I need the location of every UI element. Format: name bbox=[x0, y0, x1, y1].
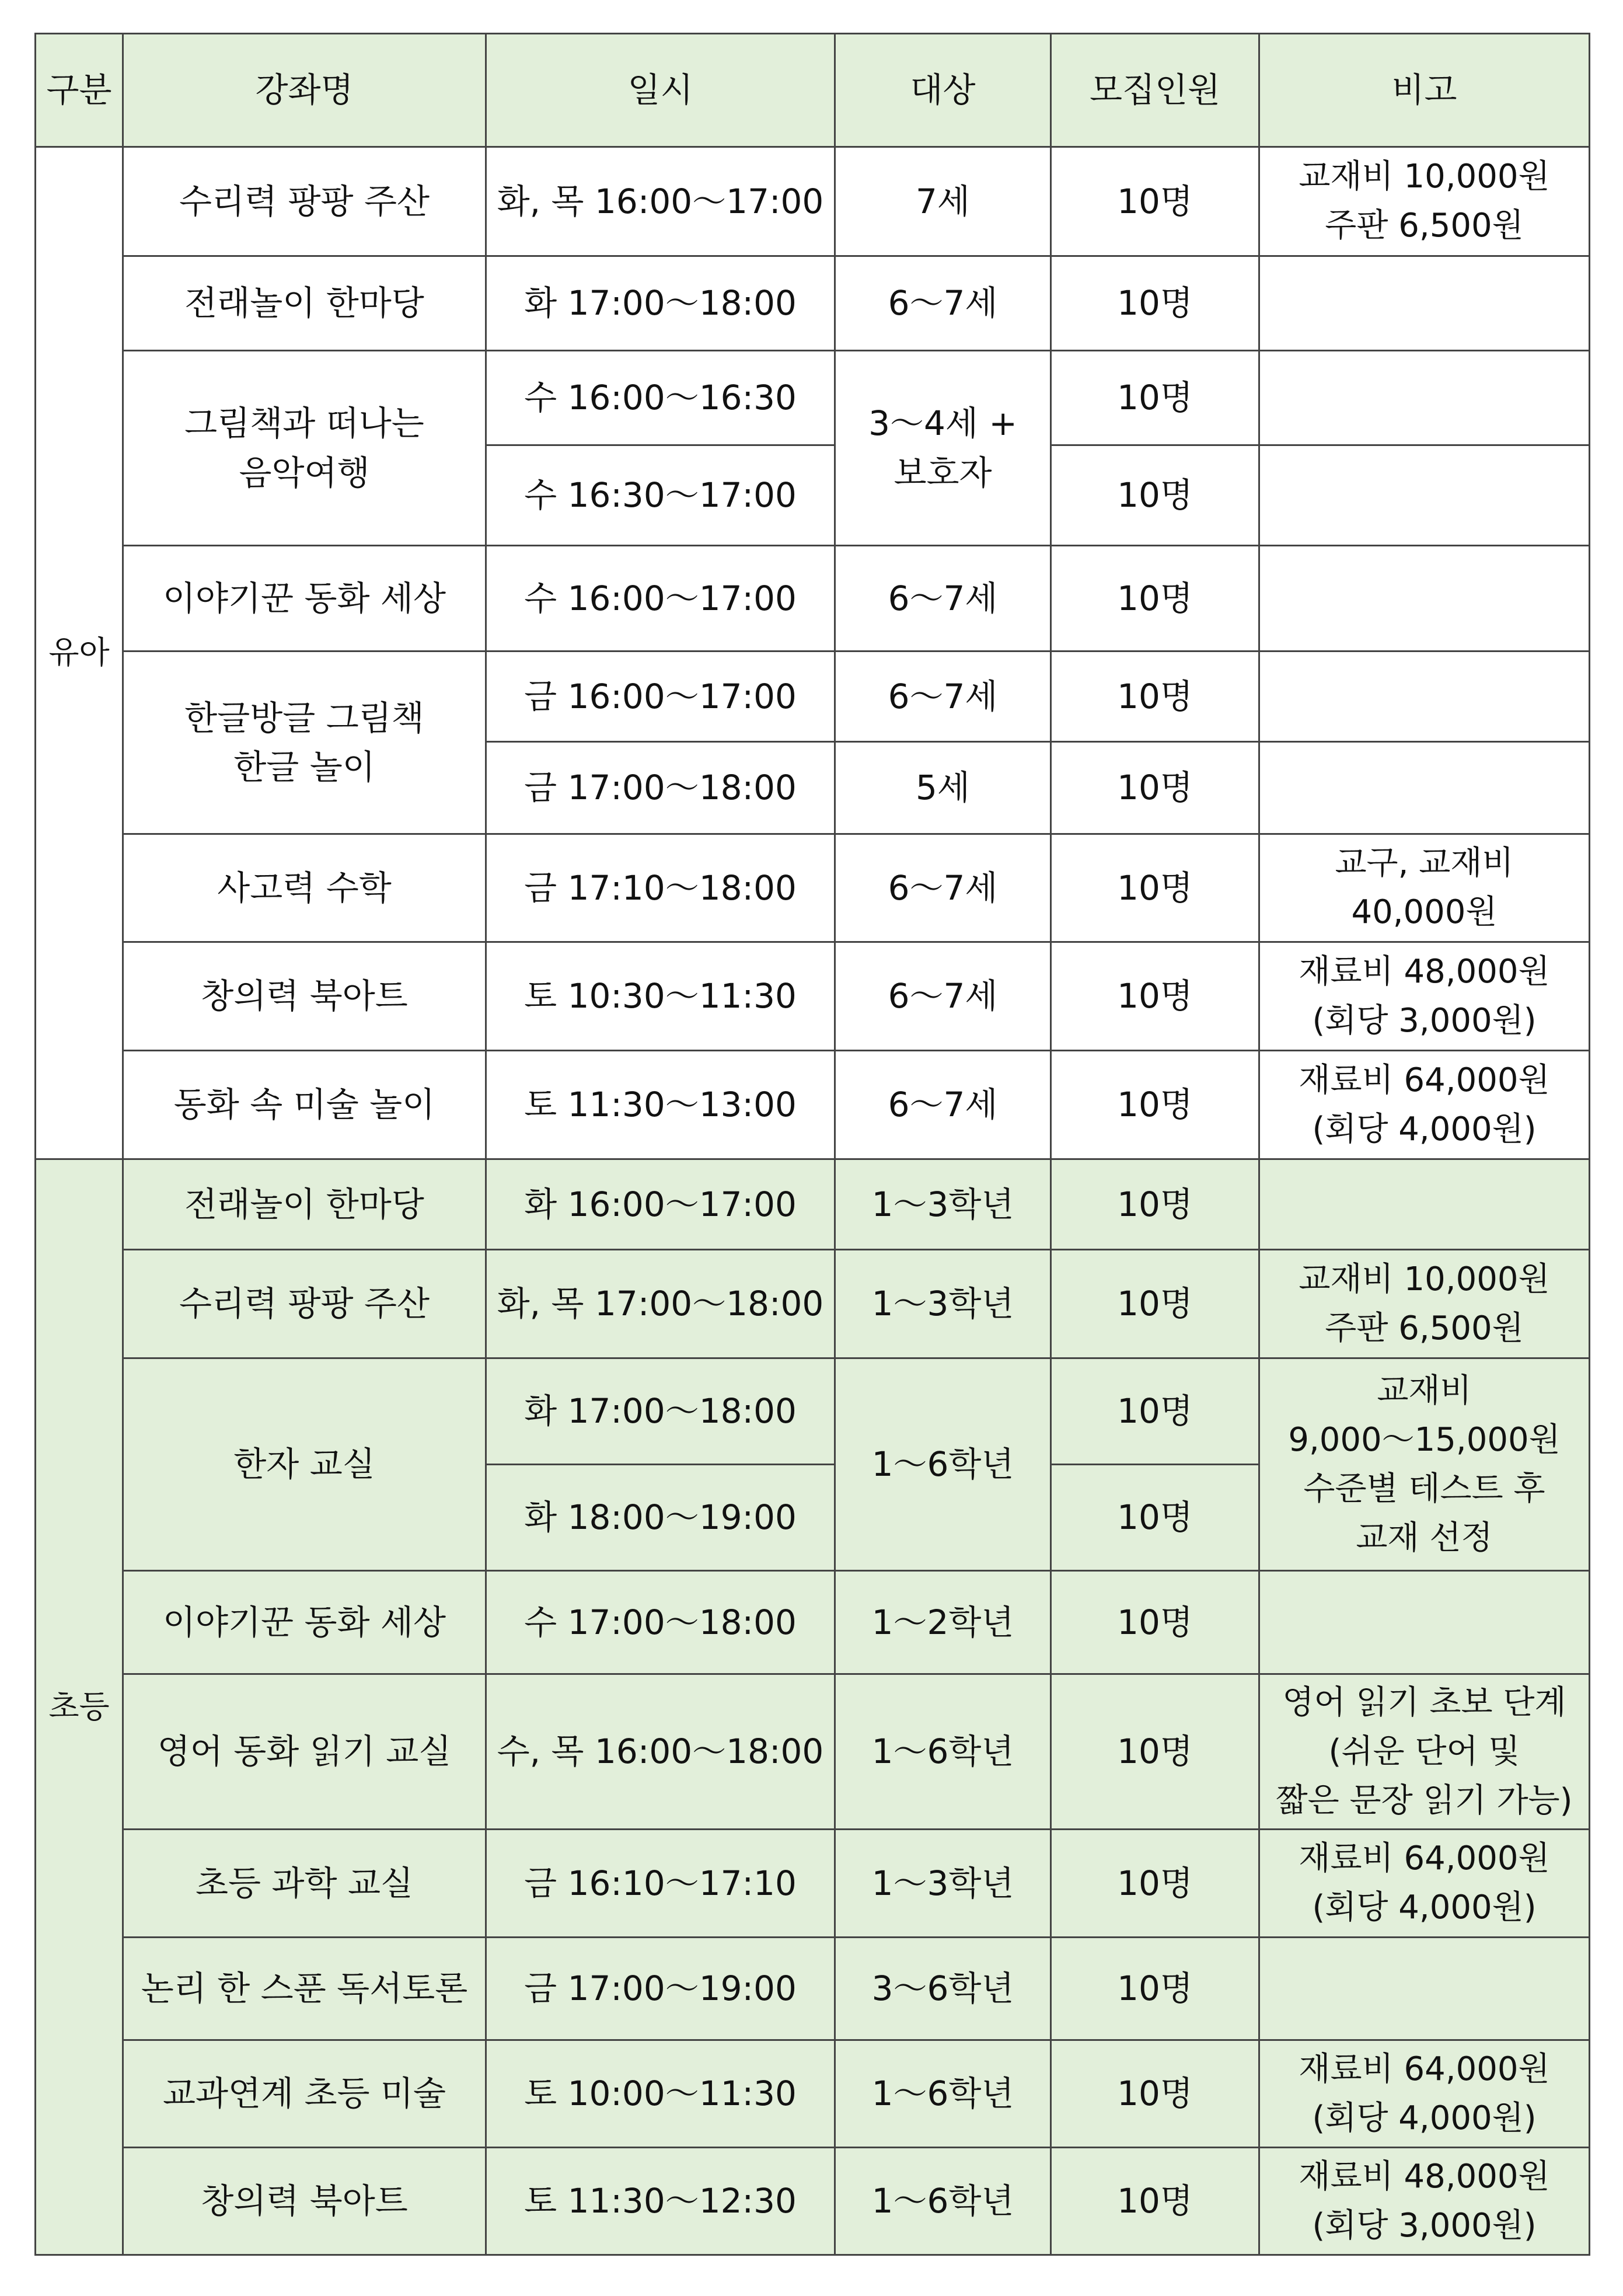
note-line: 재료비 64,000원 bbox=[1299, 1839, 1550, 1877]
course-name bbox=[123, 1674, 486, 1830]
note bbox=[1259, 546, 1590, 651]
schedule bbox=[486, 1159, 835, 1250]
target bbox=[835, 1051, 1051, 1159]
course-name bbox=[123, 546, 486, 651]
note bbox=[1259, 1571, 1590, 1674]
schedule-line: 토 11:30～12:30 bbox=[524, 2181, 797, 2221]
course-name bbox=[123, 351, 486, 546]
header-category: 구분 bbox=[36, 34, 123, 147]
course-name-line: 초등 과학 교실 bbox=[195, 1863, 414, 1903]
target bbox=[835, 1250, 1051, 1358]
schedule bbox=[486, 546, 835, 651]
schedule-line: 금 17:00～19:00 bbox=[524, 1969, 797, 2009]
capacity-line: 10명 bbox=[1117, 1731, 1193, 1772]
capacity bbox=[1051, 1830, 1259, 1938]
schedule bbox=[486, 1938, 835, 2040]
note-line: 40,000원 bbox=[1351, 893, 1498, 931]
header-schedule: 일시 bbox=[486, 34, 835, 147]
schedule-line: 금 17:00～18:00 bbox=[524, 768, 797, 808]
header-target: 대상 bbox=[835, 34, 1051, 147]
course-name-line: 이야기꾼 동화 세상 bbox=[162, 1602, 446, 1642]
table-row bbox=[36, 1674, 1590, 1830]
target bbox=[835, 546, 1051, 651]
note-line: 재료비 64,000원 bbox=[1299, 1061, 1550, 1099]
schedule bbox=[486, 1571, 835, 1674]
capacity-line: 10명 bbox=[1117, 1602, 1193, 1642]
note bbox=[1259, 2040, 1590, 2148]
note-line: (회당 4,000원) bbox=[1312, 1110, 1537, 1148]
capacity bbox=[1051, 546, 1259, 651]
note-line: 9,000～15,000원 bbox=[1288, 1420, 1561, 1459]
capacity-line: 10명 bbox=[1117, 578, 1193, 618]
course-name-line: 논리 한 스푼 독서토론 bbox=[141, 1969, 468, 2009]
capacity-line: 10명 bbox=[1117, 1863, 1193, 1903]
note-line: (회당 3,000원) bbox=[1312, 1001, 1537, 1040]
note bbox=[1259, 1674, 1590, 1830]
course-name-line: 한글방글 그림책 bbox=[184, 698, 424, 738]
table-row bbox=[36, 147, 1590, 256]
schedule-line: 수 17:00～18:00 bbox=[524, 1602, 797, 1642]
target-line: 1～2학년 bbox=[871, 1602, 1014, 1642]
note-line: 짧은 문장 읽기 가능) bbox=[1276, 1781, 1573, 1820]
target-line: 5세 bbox=[916, 768, 970, 808]
target-line: 1～6학년 bbox=[871, 1444, 1014, 1485]
course-name bbox=[123, 1358, 486, 1571]
target-line: 6～7세 bbox=[888, 867, 998, 908]
target-line: 7세 bbox=[916, 181, 970, 221]
capacity-line: 10명 bbox=[1117, 181, 1193, 221]
header-row bbox=[36, 34, 1590, 147]
schedule bbox=[486, 2040, 835, 2148]
schedule bbox=[486, 651, 835, 742]
schedule-line: 수 16:00～16:30 bbox=[524, 378, 797, 418]
note-line: (회당 3,000원) bbox=[1312, 2206, 1537, 2245]
schedule bbox=[486, 1358, 835, 1465]
schedule-line: 화 17:00～18:00 bbox=[524, 1391, 797, 1431]
course-name bbox=[123, 1571, 486, 1674]
capacity bbox=[1051, 651, 1259, 742]
target-line: 6～7세 bbox=[888, 283, 998, 323]
schedule-line: 수 16:30～17:00 bbox=[524, 475, 797, 515]
note-line: (회당 4,000원) bbox=[1312, 2099, 1537, 2137]
schedule bbox=[486, 834, 835, 942]
target-line: 1～3학년 bbox=[871, 1184, 1014, 1224]
note bbox=[1259, 351, 1590, 445]
capacity-line: 10명 bbox=[1117, 1085, 1193, 1125]
note-line: 재료비 64,000원 bbox=[1299, 2050, 1550, 2088]
schedule bbox=[486, 1051, 835, 1159]
table-row bbox=[36, 351, 1590, 445]
schedule-line: 금 16:10～17:10 bbox=[524, 1863, 797, 1903]
schedule-line: 화 18:00～19:00 bbox=[524, 1497, 797, 1538]
target-line: 보호자 bbox=[893, 452, 992, 493]
course-table bbox=[34, 33, 1590, 2256]
target bbox=[835, 1938, 1051, 2040]
target bbox=[835, 147, 1051, 256]
target bbox=[835, 351, 1051, 546]
category-cell bbox=[36, 1159, 123, 2255]
course-name-line: 음악여행 bbox=[239, 452, 370, 493]
target-line: 3～6학년 bbox=[871, 1969, 1014, 2009]
schedule-line: 토 10:30～11:30 bbox=[524, 976, 797, 1016]
capacity-line: 10명 bbox=[1117, 1497, 1193, 1538]
target bbox=[835, 1674, 1051, 1830]
target-line: 1～3학년 bbox=[871, 1863, 1014, 1903]
target bbox=[835, 942, 1051, 1051]
note bbox=[1259, 742, 1590, 834]
header-course-name: 강좌명 bbox=[123, 34, 486, 147]
note bbox=[1259, 147, 1590, 256]
target bbox=[835, 1830, 1051, 1938]
course-name-line: 전래놀이 한마당 bbox=[184, 1184, 424, 1224]
table-row bbox=[36, 1571, 1590, 1674]
capacity-line: 10명 bbox=[1117, 1391, 1193, 1431]
course-name bbox=[123, 651, 486, 834]
note bbox=[1259, 1159, 1590, 1250]
course-name-line: 동화 속 미술 놀이 bbox=[173, 1085, 435, 1125]
table-row bbox=[36, 651, 1590, 742]
target-line: 6～7세 bbox=[888, 1085, 998, 1125]
course-name-line: 수리력 팡팡 주산 bbox=[179, 181, 430, 221]
note bbox=[1259, 1250, 1590, 1358]
capacity-line: 10명 bbox=[1117, 1969, 1193, 2009]
table-row bbox=[36, 1159, 1590, 1250]
target bbox=[835, 1571, 1051, 1674]
target bbox=[835, 2040, 1051, 2148]
course-name bbox=[123, 1051, 486, 1159]
capacity-line: 10명 bbox=[1117, 283, 1193, 323]
capacity-line: 10명 bbox=[1117, 378, 1193, 418]
note-line: (쉬운 단어 및 bbox=[1328, 1732, 1520, 1771]
note bbox=[1259, 1830, 1590, 1938]
table-row bbox=[36, 942, 1590, 1051]
schedule bbox=[486, 147, 835, 256]
course-name-line: 이야기꾼 동화 세상 bbox=[162, 578, 446, 618]
note-line: (회당 4,000원) bbox=[1312, 1889, 1537, 1926]
course-name-line: 한자 교실 bbox=[233, 1444, 375, 1485]
capacity-line: 10명 bbox=[1117, 1284, 1193, 1324]
capacity bbox=[1051, 1571, 1259, 1674]
schedule bbox=[486, 1465, 835, 1571]
schedule bbox=[486, 1674, 835, 1830]
category-cell bbox=[36, 147, 123, 1159]
schedule-line: 화 17:00～18:00 bbox=[524, 283, 797, 323]
capacity bbox=[1051, 1674, 1259, 1830]
course-name-line: 영어 동화 읽기 교실 bbox=[157, 1731, 452, 1772]
course-name-line: 그림책과 떠나는 bbox=[184, 403, 424, 444]
capacity-line: 10명 bbox=[1117, 676, 1193, 716]
course-name-line: 한글 놀이 bbox=[233, 747, 375, 787]
category-cell-line: 초등 bbox=[48, 1688, 110, 1725]
note-line: 재료비 48,000원 bbox=[1299, 952, 1550, 991]
target-line: 1～6학년 bbox=[871, 2074, 1014, 2114]
note bbox=[1259, 834, 1590, 942]
capacity bbox=[1051, 2040, 1259, 2148]
note-line: 교재비 10,000원 bbox=[1299, 1260, 1550, 1298]
capacity bbox=[1051, 445, 1259, 546]
course-name-line: 교과연계 초등 미술 bbox=[162, 2074, 446, 2114]
course-name bbox=[123, 256, 486, 351]
capacity bbox=[1051, 942, 1259, 1051]
schedule bbox=[486, 2148, 835, 2255]
capacity-line: 10명 bbox=[1117, 2074, 1193, 2114]
schedule-line: 금 16:00～17:00 bbox=[524, 676, 797, 716]
note bbox=[1259, 445, 1590, 546]
note-line: 교재비 bbox=[1377, 1371, 1472, 1410]
table-row bbox=[36, 546, 1590, 651]
table-row bbox=[36, 256, 1590, 351]
target bbox=[835, 256, 1051, 351]
note-line: 교재비 10,000원 bbox=[1299, 158, 1550, 196]
note bbox=[1259, 1358, 1590, 1571]
schedule-line: 토 11:30～13:00 bbox=[524, 1085, 797, 1125]
note-line: 교재 선정 bbox=[1356, 1518, 1493, 1557]
capacity bbox=[1051, 1159, 1259, 1250]
capacity bbox=[1051, 1250, 1259, 1358]
capacity bbox=[1051, 742, 1259, 834]
target-line: 6～7세 bbox=[888, 976, 998, 1016]
note bbox=[1259, 1938, 1590, 2040]
target-line: 3～4세 + bbox=[868, 403, 1017, 444]
capacity bbox=[1051, 1051, 1259, 1159]
schedule bbox=[486, 1250, 835, 1358]
schedule bbox=[486, 1830, 835, 1938]
target-line: 1～6학년 bbox=[871, 2181, 1014, 2221]
header-capacity: 모집인원 bbox=[1051, 34, 1259, 147]
schedule-line: 화 16:00～17:00 bbox=[524, 1184, 797, 1224]
schedule-line: 화, 목 17:00～18:00 bbox=[497, 1284, 824, 1324]
note-line: 주판 6,500원 bbox=[1325, 207, 1524, 245]
capacity bbox=[1051, 834, 1259, 942]
capacity bbox=[1051, 351, 1259, 445]
table-row bbox=[36, 1358, 1590, 1465]
schedule bbox=[486, 256, 835, 351]
target-line: 6～7세 bbox=[888, 676, 998, 716]
table-row bbox=[36, 1250, 1590, 1358]
table-row bbox=[36, 1051, 1590, 1159]
capacity bbox=[1051, 1465, 1259, 1571]
note bbox=[1259, 256, 1590, 351]
capacity bbox=[1051, 1938, 1259, 2040]
schedule bbox=[486, 351, 835, 445]
table-row bbox=[36, 1830, 1590, 1938]
course-name-line: 전래놀이 한마당 bbox=[184, 283, 424, 323]
capacity-line: 10명 bbox=[1117, 2181, 1193, 2221]
target-line: 1～6학년 bbox=[871, 1731, 1014, 1772]
course-name bbox=[123, 1159, 486, 1250]
note-line: 교구, 교재비 bbox=[1335, 844, 1514, 882]
capacity bbox=[1051, 2148, 1259, 2255]
course-name-line: 창의력 북아트 bbox=[201, 976, 408, 1016]
target-line: 6～7세 bbox=[888, 578, 998, 618]
target bbox=[835, 651, 1051, 742]
course-name bbox=[123, 834, 486, 942]
capacity-line: 10명 bbox=[1117, 1184, 1193, 1224]
target-line: 1～3학년 bbox=[871, 1284, 1014, 1324]
note-line: 주판 6,500원 bbox=[1325, 1309, 1524, 1347]
course-name-line: 사고력 수학 bbox=[217, 867, 392, 908]
capacity-line: 10명 bbox=[1117, 768, 1193, 808]
schedule-line: 금 17:10～18:00 bbox=[524, 867, 797, 908]
target bbox=[835, 1159, 1051, 1250]
course-name bbox=[123, 1938, 486, 2040]
table-row bbox=[36, 834, 1590, 942]
capacity-line: 10명 bbox=[1117, 867, 1193, 908]
course-name bbox=[123, 2040, 486, 2148]
note bbox=[1259, 651, 1590, 742]
capacity bbox=[1051, 1358, 1259, 1465]
schedule-line: 수, 목 16:00～18:00 bbox=[497, 1731, 824, 1772]
course-name bbox=[123, 1830, 486, 1938]
target bbox=[835, 834, 1051, 942]
note-line: 재료비 48,000원 bbox=[1299, 2157, 1550, 2196]
capacity bbox=[1051, 147, 1259, 256]
header-note: 비고 bbox=[1259, 34, 1590, 147]
capacity-line: 10명 bbox=[1117, 475, 1193, 515]
table-row bbox=[36, 2148, 1590, 2255]
course-name bbox=[123, 1250, 486, 1358]
note-line: 수준별 테스트 후 bbox=[1303, 1469, 1545, 1508]
note bbox=[1259, 1051, 1590, 1159]
target bbox=[835, 2148, 1051, 2255]
schedule-line: 화, 목 16:00～17:00 bbox=[497, 181, 824, 221]
schedule-line: 토 10:00～11:30 bbox=[524, 2074, 797, 2114]
course-name bbox=[123, 147, 486, 256]
course-name bbox=[123, 2148, 486, 2255]
table-row bbox=[36, 1938, 1590, 2040]
schedule bbox=[486, 942, 835, 1051]
schedule-line: 수 16:00～17:00 bbox=[524, 578, 797, 618]
table-row bbox=[36, 2040, 1590, 2148]
schedule bbox=[486, 445, 835, 546]
note-line: 영어 읽기 초보 단계 bbox=[1282, 1683, 1566, 1722]
note bbox=[1259, 942, 1590, 1051]
course-name-line: 수리력 팡팡 주산 bbox=[179, 1284, 430, 1324]
course-name bbox=[123, 942, 486, 1051]
target bbox=[835, 1358, 1051, 1571]
note bbox=[1259, 2148, 1590, 2255]
capacity bbox=[1051, 256, 1259, 351]
target bbox=[835, 742, 1051, 834]
course-name-line: 창의력 북아트 bbox=[201, 2181, 408, 2221]
category-cell-line: 유아 bbox=[48, 634, 110, 671]
schedule bbox=[486, 742, 835, 834]
capacity-line: 10명 bbox=[1117, 976, 1193, 1016]
